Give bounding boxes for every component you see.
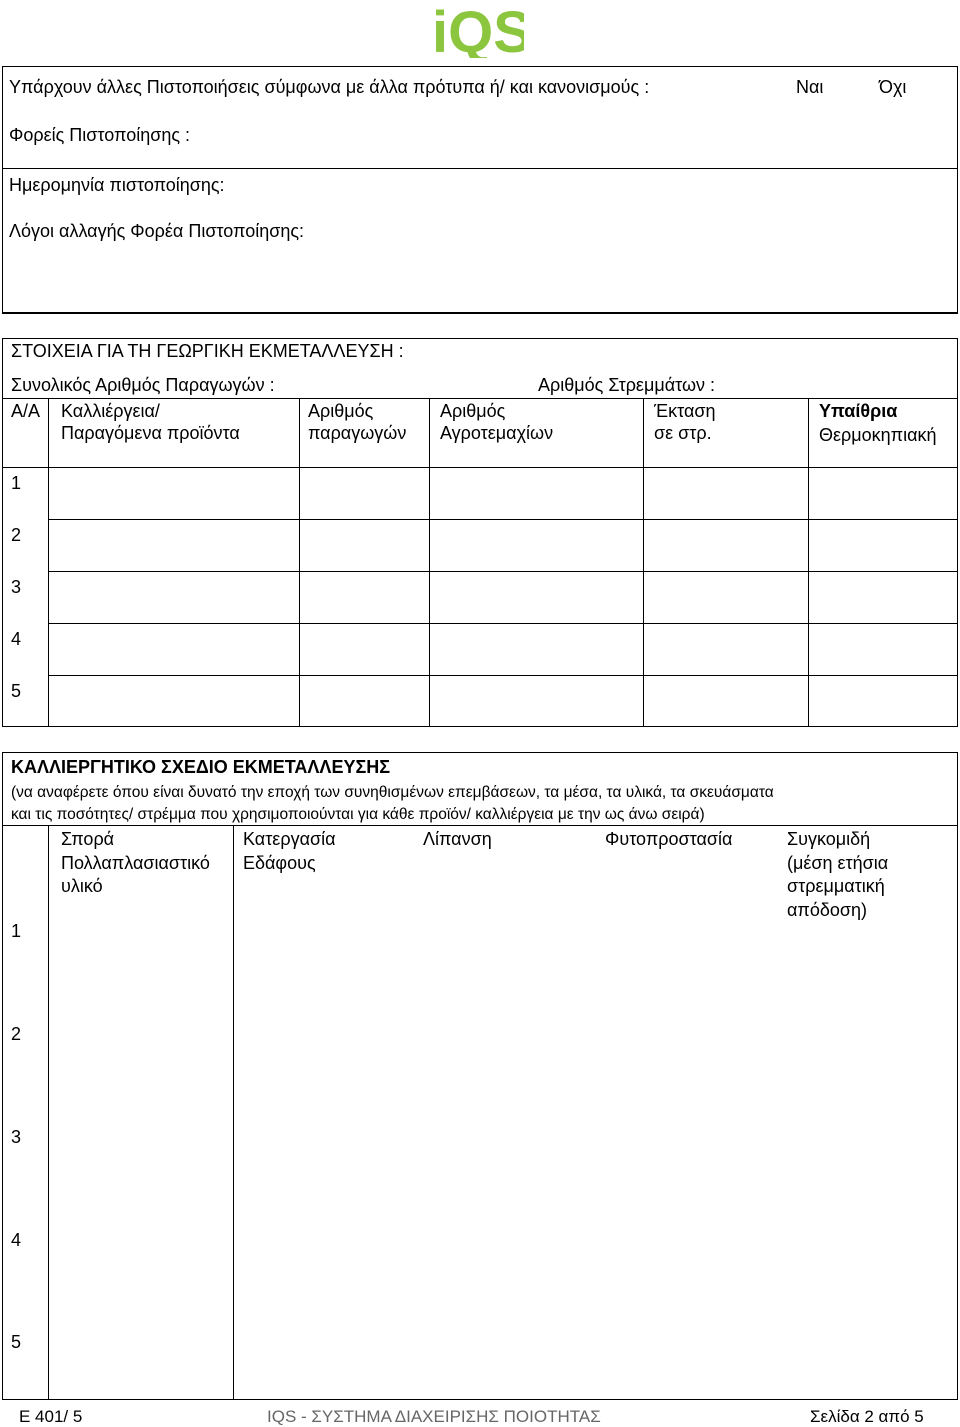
- col-sowing: Σπορά Πολλαπλασιαστικό υλικό: [61, 829, 210, 896]
- divider: [2, 398, 958, 399]
- column-divider: [233, 825, 234, 1400]
- row-divider: [48, 571, 958, 572]
- col-parcels: Αριθμός Αγροτεμαχίων: [440, 401, 554, 443]
- iqs-logo-text: iQS: [432, 2, 524, 58]
- no-option[interactable]: Όχι: [879, 77, 907, 97]
- row-divider: [48, 519, 958, 520]
- col-crop-protection: Φυτοπροστασία: [605, 829, 733, 849]
- farm-row-number: 2: [11, 525, 22, 545]
- divider: [2, 312, 958, 313]
- plan-row-number: 2: [11, 1024, 22, 1044]
- iqs-logo: [432, 2, 524, 58]
- column-divider: [299, 398, 300, 727]
- col-crop: Καλλιέργεια/ Παραγόμενα προϊόντα: [61, 401, 240, 443]
- col-tillage: Κατεργασία Εδάφους: [243, 829, 336, 873]
- column-divider: [48, 825, 49, 1400]
- farm-row-number: 1: [11, 473, 22, 493]
- column-divider: [643, 398, 644, 727]
- footer-system: IQS - ΣΥΣΤΗΜΑ ΔΙΑΧΕΙΡΙΣΗΣ ΠΟΙΟΤΗΤΑΣ: [267, 1407, 601, 1426]
- plan-row-number: 1: [11, 921, 22, 941]
- plan-title: ΚΑΛΛΙΕΡΓΗΤΙΚΟ ΣΧΕΔΙΟ ΕΚΜΕΤΑΛΛΕΥΣΗΣ: [11, 757, 391, 777]
- iqs-logo-graphic: [432, 2, 524, 58]
- change-reasons-label: Λόγοι αλλαγής Φορέα Πιστοποίησης:: [9, 221, 305, 241]
- total-producers-label: Συνολικός Αριθμός Παραγωγών :: [11, 375, 275, 395]
- plan-note-line1: (να αναφέρετε όπου είναι δυνατό την εποχή των συνηθισμένων επεμβάσεων, τα μέσα, τα υλικά, τα σκευάσματα: [11, 784, 774, 801]
- certification-bodies-label: Φορείς Πιστοποίησης :: [9, 125, 191, 145]
- column-divider: [808, 398, 809, 727]
- header-divider: [2, 467, 958, 468]
- farm-row-number: 3: [11, 577, 22, 597]
- col-producers: Αριθμός παραγωγών: [308, 401, 407, 443]
- other-certifications-label: Υπάρχουν άλλες Πιστοποιήσεις σύμφωνα με άλλα πρότυπα ή/ και κανονισμούς :: [9, 77, 650, 97]
- col-fertilization: Λίπανση: [423, 829, 492, 849]
- yes-option[interactable]: Ναι: [796, 77, 824, 97]
- column-divider: [48, 398, 49, 727]
- footer-page: Σελίδα 2 από 5: [810, 1407, 924, 1426]
- plan-note-line2: και τις ποσότητες/ στρέμμα που χρησιμοποιούνται για κάθε προϊόν/ καλλιέργεια με την ως άνω σειρά): [11, 806, 705, 823]
- certification-date-label: Ημερομηνία πιστοποίησης:: [9, 175, 225, 195]
- farm-title: ΣΤΟΙΧΕΙΑ ΓΙΑ ΤΗ ΓΕΩΡΓΙΚΗ ΕΚΜΕΤΑΛΛΕΥΣΗ :: [11, 341, 404, 361]
- divider: [2, 168, 958, 169]
- col-aa: Α/Α: [11, 401, 41, 421]
- farm-row-number: 5: [11, 681, 22, 701]
- farm-row-number: 4: [11, 629, 22, 649]
- col-outdoor: Υπαίθρια: [819, 401, 898, 421]
- column-divider: [429, 398, 430, 727]
- total-stremmata-label: Αριθμός Στρεμμάτων :: [538, 375, 716, 395]
- col-greenhouse: Θερμοκηπιακή: [819, 425, 937, 445]
- col-area: Έκταση σε στρ.: [654, 401, 716, 443]
- row-divider: [48, 623, 958, 624]
- col-harvest: Συγκομιδή (μέση ετήσια στρεμματική απόδοση): [787, 829, 889, 920]
- plan-row-number: 3: [11, 1127, 22, 1147]
- plan-row-number: 5: [11, 1332, 22, 1352]
- farm-section: [2, 338, 958, 727]
- plan-row-number: 4: [11, 1230, 22, 1250]
- row-divider: [48, 675, 958, 676]
- divider: [2, 825, 958, 826]
- footer-code: Ε 401/ 5: [19, 1407, 83, 1426]
